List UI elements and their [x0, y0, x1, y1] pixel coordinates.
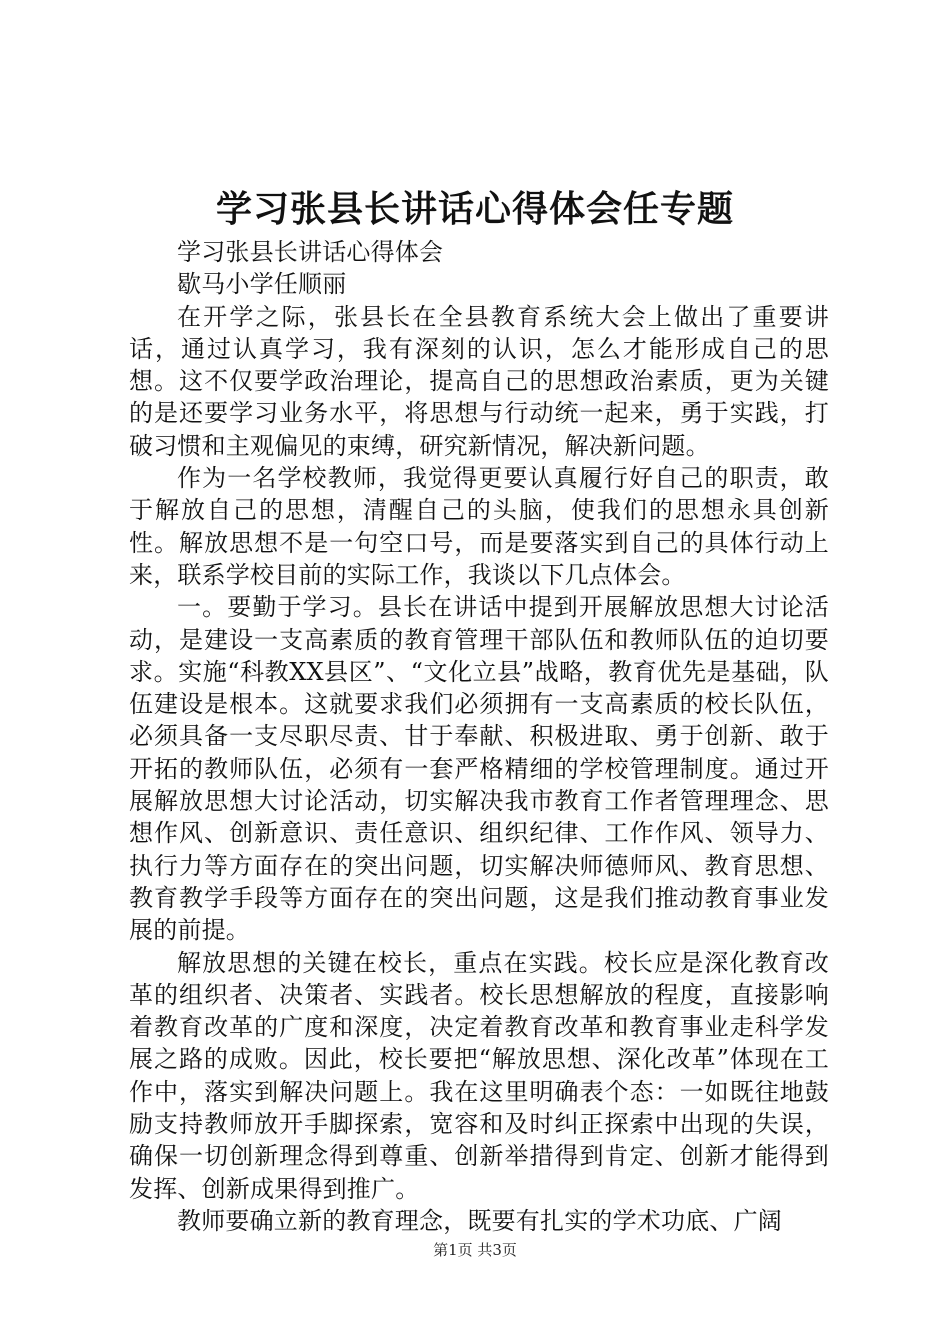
paragraph-3: 一。要勤于学习。县长在讲话中提到开展解放思想大讨论活动，是建设一支高素质的教育管理干部队伍和教师队伍的迫切要求。实施“科教XX县区”、“文化立县”战略，教育优先是基础，队伍建设是根本。这就要求我们必须拥有一支高素质的校长队伍，必须具备一支尽职尽责、甘于奉献、积极进取、勇于创新、敢于开拓的教师队伍，必须有一套严格精细的学校管理制度。通过开展解放思想大讨论活动，切实解决我市教育工作者管理理念、思想作风、创新意识、责任意识、组织纪律、工作作风、领导力、执行力等方面存在的突出问题，切实解决师德师风、教育思想、教育教学手段等方面存在的突出问题，这是我们推动教育事业发展的前提。	[129, 593, 829, 945]
document-author: 歇马小学任顺丽	[177, 270, 347, 299]
paragraph-5: 教师要确立新的教育理念，既要有扎实的学术功底、广阔	[177, 1206, 782, 1235]
page-footer: 第1页 共3页	[433, 1241, 517, 1259]
document-body	[129, 236, 829, 1237]
paragraph-1: 在开学之际，张县长在全县教育系统大会上做出了重要讲话，通过认真学习，我有深刻的认识，怎么才能形成自己的思想。这不仅要学政治理论，提高自己的思想政治素质，更为关键的是还要学习业务水平，将思想与行动统一起来，勇于实践，打破习惯和主观偏见的束缚，研究新情况，解决新问题。	[129, 302, 829, 460]
document-subtitle: 学习张县长讲话心得体会	[177, 238, 444, 266]
document-title: 学习张县长讲话心得体会任专题	[215, 188, 734, 230]
paragraph-2: 作为一名学校教师，我觉得更要认真履行好自己的职责，敢于解放自己的思想，清醒自己的头脑，使我们的思想永具创新性。解放思想不是一句空口号，而是要落实到自己的具体行动上来，联系学校目前的实际工作，我谈以下几点体会。	[129, 464, 829, 589]
paragraph-4: 解放思想的关键在校长，重点在实践。校长应是深化教育改革的组织者、决策者、实践者。校长思想解放的程度，直接影响着教育改革的广度和深度，决定着教育改革和教育事业走科学发展之路的成败。因此，校长要把“解放思想、深化改革”体现在工作中，落实到解决问题上。我在这里明确表个态：一如既往地鼓励支持教师放开手脚探索，宽容和及时纠正探索中出现的失误，确保一切创新理念得到尊重、创新举措得到肯定、创新才能得到发挥、创新成果得到推广。	[129, 948, 829, 1203]
